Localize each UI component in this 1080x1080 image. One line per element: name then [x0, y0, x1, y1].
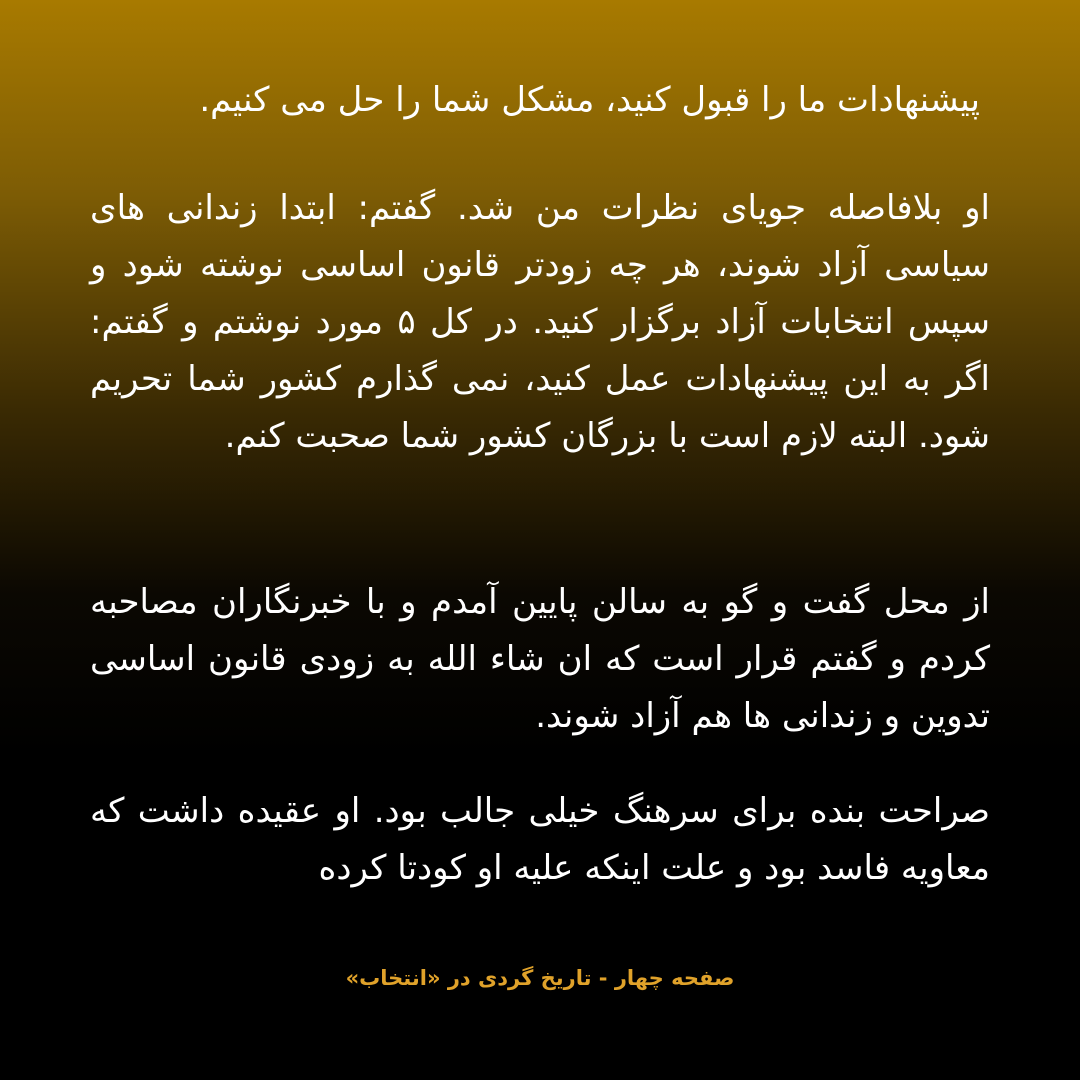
paragraph-2: از محل گفت و گو به سالن پایین آمدم و با خبرنگاران مصاحبه کردم و گفتم قرار است که ان شاء الله به زودی قانون اساسی تدوین و زندانی ها هم آزاد شوند.: [90, 582, 990, 736]
intro-sentence: پیشنهادات ما را قبول کنید، مشکل شما را حل می کنیم.: [199, 80, 980, 120]
paragraph-3: صراحت بنده برای سرهنگ خیلی جالب بود. او عقیده داشت که معاویه فاسد بود و علت اینکه علیه او کودتا کرده: [90, 791, 990, 888]
page-footer-caption: صفحه چهار - تاریخ گردی در «انتخاب»: [345, 966, 735, 990]
paragraph-1: او بلافاصله جویای نظرات من شد. گفتم: ابتدا زندانی های سیاسی آزاد شوند، هر چه زودتر قانون اساسی نوشته شود و سپس انتخابات آزاد برگزار کنید. در کل ۵ مورد نوشتم و گفتم: اگر به این پیشنهادات عمل کنید، نمی گذارم کشور شما تحریم شود. البته لازم است با بزرگان کشور شما صحبت کنم.: [90, 188, 990, 456]
